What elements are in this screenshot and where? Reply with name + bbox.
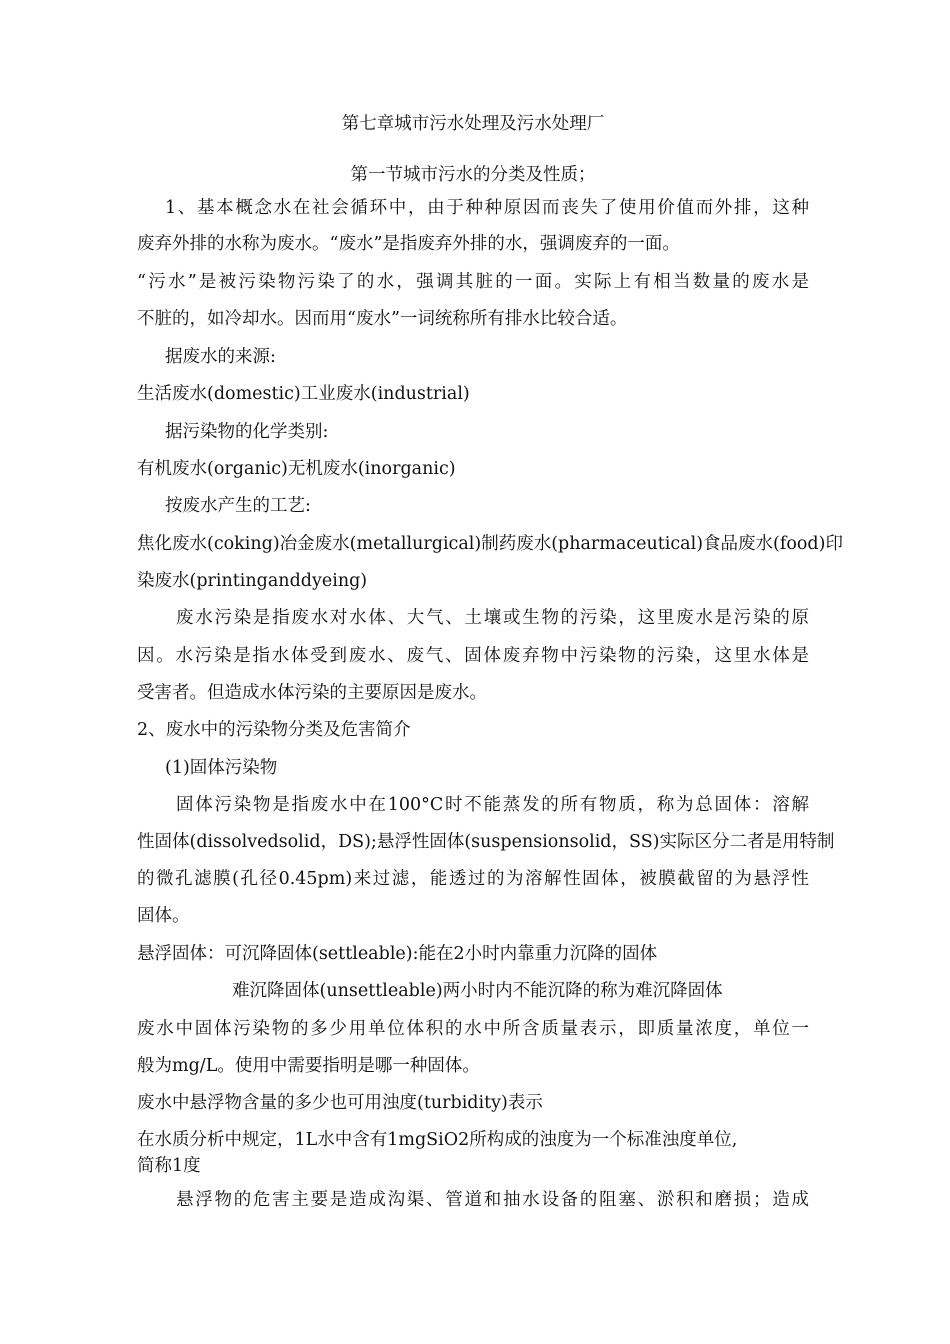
paragraph-line: 2、废水中的污染物分类及危害简介 bbox=[137, 720, 411, 740]
paragraph-line: 简称1度 bbox=[137, 1156, 201, 1176]
paragraph-line: 有机废水(organic)无机废水(inorganic) bbox=[137, 459, 456, 479]
paragraph-line: 废水污染是指废水对水体、大气、土壤或生物的污染，这里废水是污染的原 bbox=[176, 608, 809, 628]
paragraph-line: 废弃外排的水称为废水。“废水”是指废弃外排的水，强调废弃的一面。 bbox=[137, 234, 680, 254]
paragraph-line: 在水质分析中规定，1L水中含有1mgSiO2所构成的浊度为一个标准浊度单位, bbox=[137, 1130, 738, 1150]
paragraph-line: 性固体(dissolvedsolid，DS);悬浮性固体(suspensionsolid，SS)实际区分二者是用特制 bbox=[137, 832, 835, 852]
paragraph-line: 据污染物的化学类别: bbox=[165, 422, 329, 442]
paragraph-line: 悬浮物的危害主要是造成沟渠、管道和抽水设备的阻塞、淤积和磨损；造成 bbox=[176, 1190, 809, 1210]
paragraph-line: 据废水的来源: bbox=[165, 347, 276, 367]
paragraph-line: 的微孔滤膜(孔径0.45pm)来过滤，能透过的为溶解性固体，被膜截留的为悬浮性 bbox=[137, 869, 809, 889]
paragraph-line: 按废水产生的工艺: bbox=[165, 496, 311, 516]
paragraph-line: 废水中固体污染物的多少用单位体积的水中所含质量表示，即质量浓度，单位一 bbox=[137, 1019, 809, 1039]
section-title: 第一节城市污水的分类及性质； bbox=[350, 165, 596, 185]
paragraph-line: 因。水污染是指水体受到废水、废气、固体废弃物中污染物的污染，这里水体是 bbox=[137, 646, 809, 666]
paragraph-line: 1、基本概念水在社会循环中，由于种种原因而丧失了使用价值而外排，这种 bbox=[165, 198, 809, 218]
paragraph-line: 难沉降固体(unsettleable)两小时内不能沉降的称为难沉降固体 bbox=[232, 981, 723, 1001]
paragraph-line: 焦化废水(coking)冶金废水(metallurgical)制药废水(pharmaceutical)食品废水(food)印 bbox=[137, 534, 843, 554]
paragraph-line: “污水”是被污染物污染了的水，强调其脏的一面。实际上有相当数量的废水是 bbox=[137, 272, 809, 292]
paragraph-line: 不脏的，如冷却水。因而用“废水”一词统称所有排水比较合适。 bbox=[137, 309, 628, 329]
paragraph-line: (1)固体污染物 bbox=[165, 758, 278, 778]
chapter-title: 第七章城市污水处理及污水处理厂 bbox=[341, 114, 605, 134]
paragraph-line: 般为mg/L。使用中需要指明是哪一种固体。 bbox=[137, 1056, 480, 1076]
paragraph-line: 生活废水(domestic)工业废水(industrial) bbox=[137, 384, 470, 404]
paragraph-line: 悬浮固体：可沉降固体(settleable):能在2小时内靠重力沉降的固体 bbox=[137, 944, 658, 964]
paragraph-line: 固体污染物是指废水中在100°C时不能蒸发的所有物质，称为总固体：溶解 bbox=[176, 795, 809, 815]
paragraph-line: 受害者。但造成水体污染的主要原因是废水。 bbox=[137, 683, 487, 703]
paragraph-line: 废水中悬浮物含量的多少也可用浊度(turbidity)表示 bbox=[137, 1093, 543, 1113]
paragraph-line: 固体。 bbox=[137, 906, 190, 926]
paragraph-line: 染废水(printinganddyeing) bbox=[137, 571, 368, 591]
